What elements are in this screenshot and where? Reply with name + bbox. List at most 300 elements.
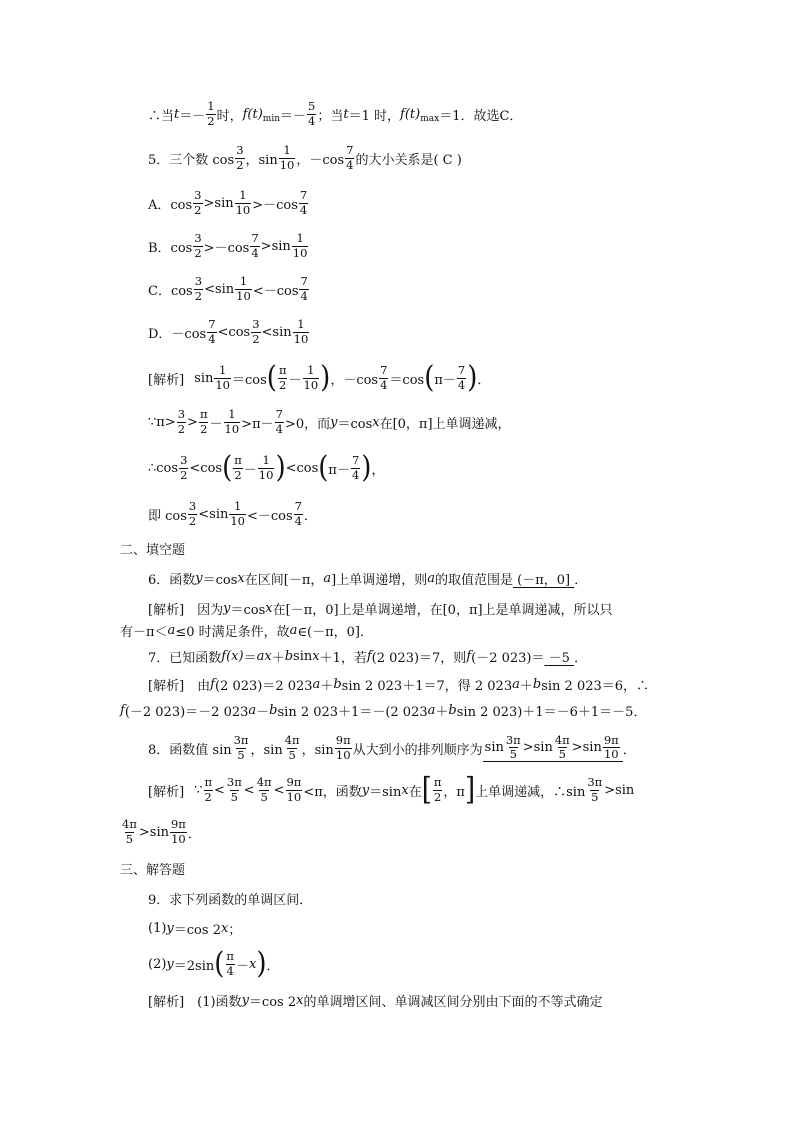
- text: (2): [148, 956, 167, 972]
- text: (－π，0]: [517, 572, 571, 588]
- text: x: [401, 782, 409, 798]
- text: 1: [297, 317, 305, 331]
- text: <sin: [198, 506, 229, 522]
- text: <sin: [204, 281, 235, 297]
- text: >－cos: [203, 240, 250, 256]
- text: 7: [380, 363, 388, 377]
- text: ＝1．故选C．: [439, 108, 523, 124]
- text: 10: [224, 421, 240, 436]
- q8-stem: [148, 730, 636, 766]
- fraction: [179, 455, 188, 481]
- text: ＝sin: [369, 784, 402, 800]
- fraction: [207, 319, 216, 345]
- text: a: [289, 622, 298, 638]
- text: sin 2 023＋1＝7，得 2 023: [341, 678, 513, 694]
- text: f: [366, 648, 372, 664]
- q6-answer-blank: [513, 569, 574, 588]
- fraction: [279, 145, 296, 171]
- fraction: [199, 409, 209, 435]
- text: D．－cos: [148, 326, 207, 342]
- text: <－cos: [247, 508, 293, 524]
- text: >sin: [522, 740, 553, 755]
- text: ＝cos 2: [248, 994, 297, 1010]
- q5-stem: [148, 140, 462, 176]
- fraction: [284, 735, 301, 761]
- delimiter: (: [318, 450, 329, 486]
- text: 10: [335, 747, 351, 762]
- text: 1: [219, 363, 227, 377]
- fraction: [345, 145, 354, 171]
- text: 7: [294, 499, 302, 513]
- text: 3: [252, 317, 260, 331]
- text: 9π: [335, 733, 351, 747]
- fraction: [379, 365, 388, 391]
- delimiter: ): [320, 360, 331, 396]
- text: <: [243, 782, 255, 798]
- text: 1: [207, 99, 215, 113]
- fraction: [275, 409, 284, 435]
- text: π－: [434, 372, 456, 388]
- text: ∈(－π，0]．: [297, 624, 373, 640]
- text: (2 023)＝7，则: [371, 650, 467, 666]
- text: －5: [548, 650, 570, 666]
- text: 5: [558, 747, 566, 761]
- text: ＋: [519, 678, 533, 694]
- fraction: [293, 319, 310, 345]
- text: ＝cos: [337, 416, 373, 432]
- q8-answer-blank: [483, 732, 623, 762]
- text: C．cos: [148, 283, 193, 299]
- text: 4π: [122, 817, 137, 831]
- delimiter: ): [275, 450, 286, 486]
- text: 1: [239, 274, 248, 288]
- text: 7．已知函数: [148, 650, 222, 666]
- text: 9．求下列函数的单调区间．: [148, 892, 313, 908]
- q7-analysis-line-2: [120, 692, 646, 728]
- text: f: [120, 702, 125, 718]
- text: (x): [226, 648, 244, 664]
- subscript-max: max: [420, 114, 440, 124]
- fraction: [586, 777, 603, 803]
- text: >sin: [260, 238, 291, 254]
- text: 1: [262, 453, 270, 467]
- text: 7: [275, 407, 283, 421]
- text: 10: [603, 747, 619, 761]
- fraction: [457, 365, 466, 391]
- text: ，－cos: [330, 372, 379, 388]
- text: 10: [279, 157, 295, 172]
- text: a: [512, 676, 520, 692]
- text: ，: [371, 462, 385, 478]
- fraction: [335, 735, 352, 761]
- text: y: [195, 570, 203, 586]
- fraction: [121, 819, 138, 845]
- text: 5: [288, 747, 296, 762]
- text: 二、填空题: [120, 542, 186, 558]
- fraction: [177, 409, 186, 435]
- text: x: [312, 648, 320, 664]
- q9-part-1: [148, 910, 241, 946]
- arg-t: (t): [247, 106, 263, 122]
- text: f: [210, 676, 215, 692]
- text: <: [214, 782, 225, 798]
- text: ]上单调递增，则: [331, 572, 428, 588]
- text: 3: [236, 143, 244, 157]
- text: 4: [300, 288, 308, 303]
- text: 4: [208, 331, 216, 346]
- text: 5: [509, 747, 517, 761]
- fraction: [285, 777, 302, 803]
- text: >sin: [571, 740, 602, 755]
- text: 2: [180, 467, 188, 482]
- text: 3π: [587, 775, 603, 789]
- text: 7: [208, 317, 216, 331]
- text: 4: [346, 157, 354, 172]
- text: 4π: [284, 733, 300, 747]
- text: 10: [293, 331, 309, 346]
- text: 2: [200, 421, 208, 436]
- fraction: [226, 777, 243, 803]
- text: 7: [299, 188, 308, 202]
- text: >sin: [604, 782, 635, 798]
- text: 9π: [170, 817, 186, 831]
- delimiter: [: [421, 772, 432, 808]
- text: π: [433, 775, 442, 789]
- text: y: [330, 414, 338, 430]
- delimiter: (: [266, 360, 277, 396]
- text: ∵π>: [148, 414, 176, 430]
- text: 10: [292, 245, 308, 260]
- text: π: [199, 407, 208, 421]
- text: 的大小关系是( C ): [355, 152, 462, 168]
- text: 3: [194, 231, 202, 245]
- text: 2: [234, 467, 242, 482]
- fraction: [554, 732, 571, 761]
- text: 4: [351, 467, 360, 482]
- analysis-tag: [解析]: [148, 372, 185, 388]
- delimiter: (: [424, 360, 435, 396]
- text: ，sin: [245, 152, 278, 168]
- func-f: f: [242, 106, 248, 122]
- text: >－cos: [252, 197, 298, 213]
- text: 7: [346, 143, 354, 157]
- text: [解析] 由: [148, 678, 211, 694]
- text: <cos: [217, 324, 251, 340]
- fraction: [250, 233, 259, 259]
- text: <cos: [189, 460, 223, 476]
- text: 1: [234, 499, 242, 513]
- text: 上单调递减，∴sin: [475, 784, 586, 800]
- text: ．: [266, 958, 280, 974]
- q5-analysis-line-3: [148, 450, 384, 486]
- text: 的取值范围是: [435, 572, 514, 588]
- text: ∴当: [148, 108, 175, 124]
- text: ax: [256, 648, 272, 664]
- text: π－: [328, 462, 350, 478]
- text: A．cos: [148, 197, 193, 213]
- text: 4: [294, 513, 302, 528]
- text: 10: [171, 831, 186, 846]
- text: [解析]: [148, 784, 185, 800]
- q5-analysis-line-1: [148, 360, 490, 396]
- delimiter: ): [467, 360, 478, 396]
- text: 在[－π，0]上是单调递增，在[0，π]上是单调递减，所以只: [272, 602, 613, 618]
- text: 4: [275, 421, 283, 436]
- text: 5: [260, 789, 268, 804]
- text: 1: [239, 188, 247, 202]
- text: 2: [194, 202, 202, 217]
- text: 在区间[－π，: [244, 572, 324, 588]
- text: 9π: [603, 732, 619, 747]
- delimiter: (: [214, 946, 225, 982]
- text: ＝1 时，: [348, 108, 401, 124]
- text: 5: [591, 789, 599, 804]
- fraction: [193, 190, 202, 216]
- text: ＝－: [280, 108, 307, 124]
- text: 1: [283, 143, 291, 157]
- text: a: [427, 570, 435, 586]
- fraction: [258, 455, 275, 481]
- text: y: [166, 956, 174, 972]
- fraction: [235, 145, 244, 171]
- text: y: [361, 782, 370, 798]
- text: <: [273, 782, 285, 798]
- text: 4: [299, 202, 308, 217]
- text: 5: [308, 99, 316, 113]
- text: ＝: [243, 650, 257, 666]
- var-t: t: [343, 106, 349, 122]
- text: a: [323, 570, 332, 586]
- fraction: [251, 319, 260, 345]
- delimiter: ): [361, 450, 372, 486]
- text: ．: [622, 742, 636, 758]
- q5-option-a: [148, 185, 309, 221]
- delimiter: (: [222, 450, 233, 486]
- text: ，－cos: [296, 152, 345, 168]
- text: y: [166, 920, 174, 936]
- text: ；: [228, 922, 242, 938]
- text: 在: [408, 784, 422, 800]
- fraction: [214, 365, 231, 391]
- fraction: [233, 735, 250, 761]
- text: x: [249, 956, 257, 972]
- q4-conclusion-line: [148, 96, 522, 132]
- fraction: [235, 276, 252, 302]
- text: ．: [574, 650, 588, 666]
- text: ＝2sin: [173, 958, 215, 974]
- text: a: [167, 622, 176, 638]
- text: [解析] (1)函数: [148, 994, 242, 1010]
- text: 10: [215, 377, 230, 392]
- text: >sin: [138, 824, 169, 840]
- text: (1): [148, 920, 167, 936]
- fraction: [235, 190, 252, 216]
- fraction: [299, 276, 308, 302]
- text: －: [243, 462, 257, 478]
- fraction: [294, 501, 303, 527]
- func-f: f: [400, 106, 405, 122]
- fraction: [203, 777, 213, 803]
- text: 2: [236, 157, 244, 172]
- text: [解析] 因为: [148, 602, 224, 618]
- text: 7: [457, 363, 466, 377]
- fraction: [170, 819, 187, 845]
- fraction: [233, 455, 243, 481]
- text: f: [466, 648, 472, 664]
- fraction: [229, 501, 246, 527]
- text: sin: [194, 370, 214, 386]
- text: ＋: [320, 678, 334, 694]
- text: b: [532, 676, 542, 692]
- text: >0，而: [284, 416, 331, 432]
- text: 1: [307, 363, 315, 377]
- text: 4: [251, 245, 259, 260]
- text: (2 023)＝2 023: [214, 678, 313, 694]
- text: x: [237, 570, 245, 586]
- text: π: [234, 453, 242, 467]
- text: ≤0 时满足条件，故: [175, 624, 290, 640]
- text: a: [248, 702, 257, 718]
- text: 2: [194, 288, 203, 303]
- text: B．cos: [148, 240, 193, 256]
- text: x: [372, 414, 380, 430]
- q8-analysis-line-2: [120, 814, 201, 850]
- text: ＋: [435, 704, 449, 720]
- text: <cos: [285, 460, 319, 476]
- text: 3: [180, 453, 188, 467]
- fraction: [224, 409, 241, 435]
- text: 3: [188, 499, 197, 513]
- subscript-min: min: [262, 114, 281, 124]
- text: y: [241, 992, 249, 1008]
- fraction: [193, 233, 202, 259]
- text: ；当: [317, 108, 344, 124]
- text: 4: [308, 113, 316, 128]
- text: 7: [251, 231, 259, 245]
- text: sin: [293, 648, 313, 664]
- text: ．: [477, 372, 491, 388]
- text: π: [226, 949, 234, 963]
- text: 5: [230, 789, 238, 804]
- text: y: [223, 600, 231, 616]
- text: ，π: [443, 784, 465, 800]
- text: >: [187, 414, 198, 430]
- text: 7: [300, 274, 308, 288]
- text: ∴cos: [148, 460, 179, 476]
- text: sin 2 023＋1＝－(2 023: [277, 704, 428, 720]
- q5-option-d: [148, 314, 310, 350]
- q9-part-2: [148, 946, 280, 982]
- text: sin 2 023＝6，∴: [541, 678, 650, 694]
- fraction: [292, 233, 309, 259]
- text: 2: [188, 513, 197, 528]
- text: 3π: [226, 775, 242, 789]
- text: 3: [177, 407, 186, 421]
- text: ＝cos 2: [173, 922, 221, 938]
- text: 2: [204, 789, 212, 804]
- text: b: [284, 648, 294, 664]
- text: 1: [296, 231, 304, 245]
- q7-answer-blank: [545, 647, 575, 666]
- text: π: [278, 363, 287, 377]
- fraction: [278, 365, 288, 391]
- fraction: [299, 190, 308, 216]
- text: (－2 023)＝: [471, 650, 545, 666]
- fraction: [206, 101, 215, 127]
- text: ＝cos: [232, 372, 267, 388]
- text: 在[0，π]上单调递减，: [379, 416, 511, 432]
- text: 5: [125, 831, 134, 846]
- text: x: [296, 992, 304, 1008]
- text: ＝cos: [389, 372, 425, 388]
- text: 10: [236, 288, 251, 303]
- text: 2: [252, 331, 260, 346]
- fraction: [351, 455, 360, 481]
- text: 有－π＜: [120, 624, 168, 640]
- q5-option-b: [148, 228, 309, 264]
- text: b: [269, 702, 278, 718]
- text: －: [209, 416, 223, 432]
- text: x: [220, 920, 229, 936]
- text: 8．函数值 sin: [148, 742, 232, 758]
- text: 6．函数: [148, 572, 196, 588]
- fraction: [188, 501, 197, 527]
- text: 10: [230, 513, 245, 528]
- text: ＝cos: [230, 602, 266, 618]
- text: sin 2 023)＋1＝－6＋1＝－5．: [456, 704, 647, 720]
- q5-option-c: [148, 271, 310, 307]
- delimiter: ]: [464, 772, 476, 808]
- text: 时，: [216, 108, 243, 124]
- text: 4: [226, 963, 234, 978]
- text: 10: [235, 202, 251, 217]
- text: 从大到小的排列顺序为: [352, 742, 483, 758]
- text: 三、解答题: [120, 862, 186, 878]
- text: 即 cos: [148, 508, 187, 524]
- text: b: [448, 702, 457, 718]
- text: 5．三个数 cos: [148, 152, 235, 168]
- text: 2: [279, 377, 287, 392]
- text: 的单调增区间、单调减区间分别由下面的不等式确定: [303, 994, 603, 1010]
- text: ，sin: [250, 742, 283, 758]
- text: <－cos: [252, 283, 299, 299]
- text: ∵: [194, 782, 203, 798]
- fraction: [505, 732, 522, 761]
- text: 4: [457, 377, 466, 392]
- text: <sin: [261, 324, 292, 340]
- arg-t: (t): [404, 106, 421, 122]
- fraction: [603, 732, 620, 761]
- text: ＝cos: [202, 572, 238, 588]
- fraction: [225, 951, 235, 977]
- text: －: [235, 958, 249, 974]
- text: 4: [380, 377, 388, 392]
- text: 10: [303, 377, 319, 392]
- q5-analysis-line-4: [148, 496, 317, 532]
- text: ＋: [271, 650, 285, 666]
- text: －: [256, 704, 270, 720]
- text: π: [204, 775, 212, 789]
- text: 2: [177, 421, 186, 436]
- fraction: [307, 101, 316, 127]
- text: 3π: [505, 732, 521, 747]
- fraction: [256, 777, 273, 803]
- text: x: [265, 600, 273, 616]
- text: 7: [351, 453, 360, 467]
- text: 3π: [233, 733, 249, 747]
- text: 3: [194, 274, 203, 288]
- var-t: t: [174, 106, 180, 122]
